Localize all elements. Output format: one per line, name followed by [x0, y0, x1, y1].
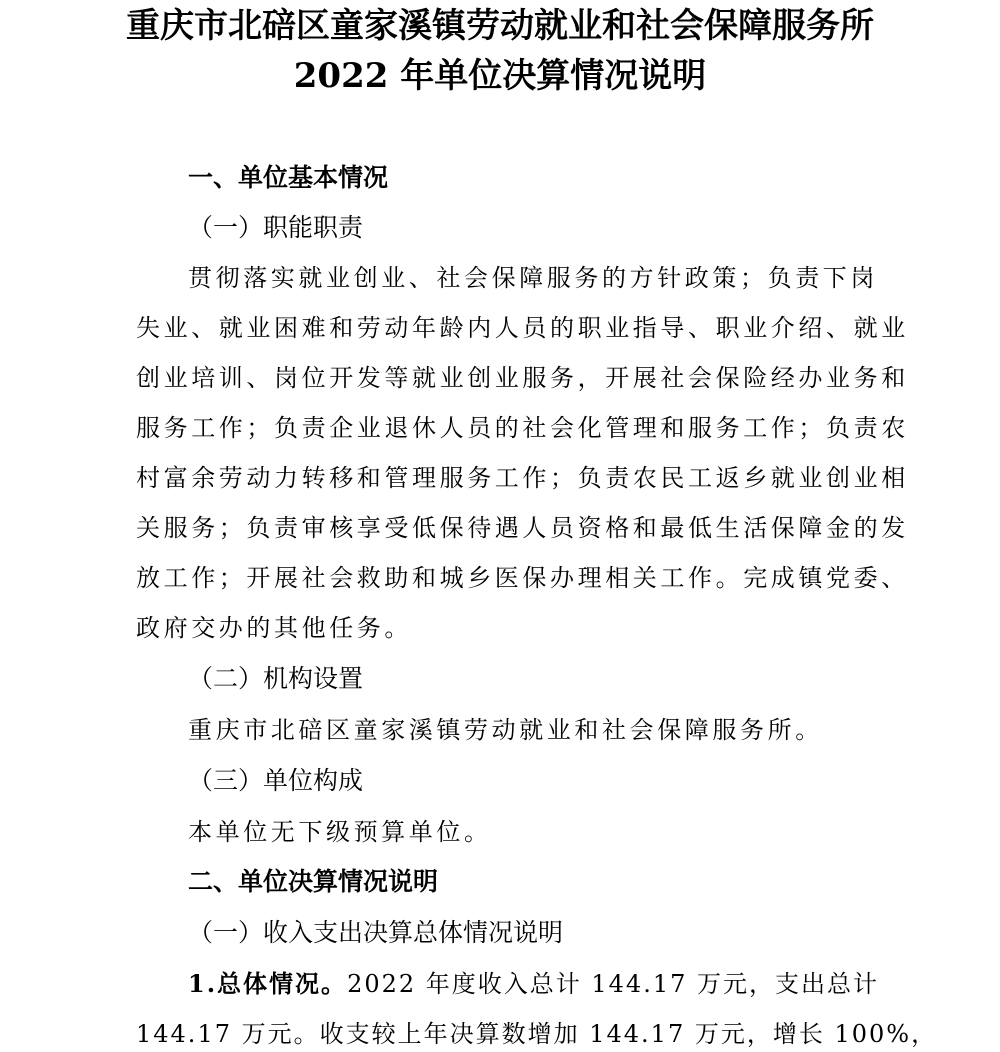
functions-paragraph-line: 失业、就业困难和劳动年龄内人员的职业指导、职业介绍、就业 — [136, 314, 909, 342]
composition-text: 本单位无下级预算单位。 — [188, 818, 492, 846]
subheading-functions: （一）职能职责 — [188, 213, 364, 242]
overall-paragraph-line — [188, 968, 879, 1000]
overall-paragraph-line: 144.17 万元。收支较上年决算数增加 144.17 万元，增长 100%， — [136, 1020, 938, 1048]
functions-paragraph-line: 放工作；开展社会救助和城乡医保办理相关工作。完成镇党委、 — [136, 564, 909, 592]
overall-line-text: 2022 年度收入总计 144.17 万元，支出总计 — [347, 970, 880, 998]
document-title-line-2: 2022 年单位决算情况说明 — [293, 56, 707, 96]
section-heading-final-accounts: 二、单位决算情况说明 — [188, 867, 439, 896]
document-title-line-1: 重庆市北碚区童家溪镇劳动就业和社会保障服务所 — [126, 6, 874, 46]
organization-text: 重庆市北碚区童家溪镇劳动就业和社会保障服务所。 — [188, 716, 823, 744]
subheading-organization: （二）机构设置 — [188, 664, 364, 693]
functions-paragraph-line: 村富余劳动力转移和管理服务工作；负责农民工返乡就业创业相 — [136, 464, 909, 492]
section-heading-basic-info: 一、单位基本情况 — [188, 163, 389, 192]
functions-paragraph-line: 服务工作；负责企业退休人员的社会化管理和服务工作；负责农 — [136, 414, 909, 442]
functions-paragraph-line: 关服务；负责审核享受低保待遇人员资格和最低生活保障金的发 — [136, 514, 909, 542]
subheading-composition: （三）单位构成 — [188, 766, 364, 795]
overall-lead-label: 1.总体情况。 — [188, 969, 348, 998]
subheading-income-expenditure: （一）收入支出决算总体情况说明 — [188, 918, 564, 947]
functions-paragraph-line: 创业培训、岗位开发等就业创业服务，开展社会保险经办业务和 — [136, 364, 909, 392]
functions-paragraph-line: 贯彻落实就业创业、社会保障服务的方针政策；负责下岗 — [188, 264, 878, 292]
functions-paragraph-line: 政府交办的其他任务。 — [136, 614, 412, 642]
